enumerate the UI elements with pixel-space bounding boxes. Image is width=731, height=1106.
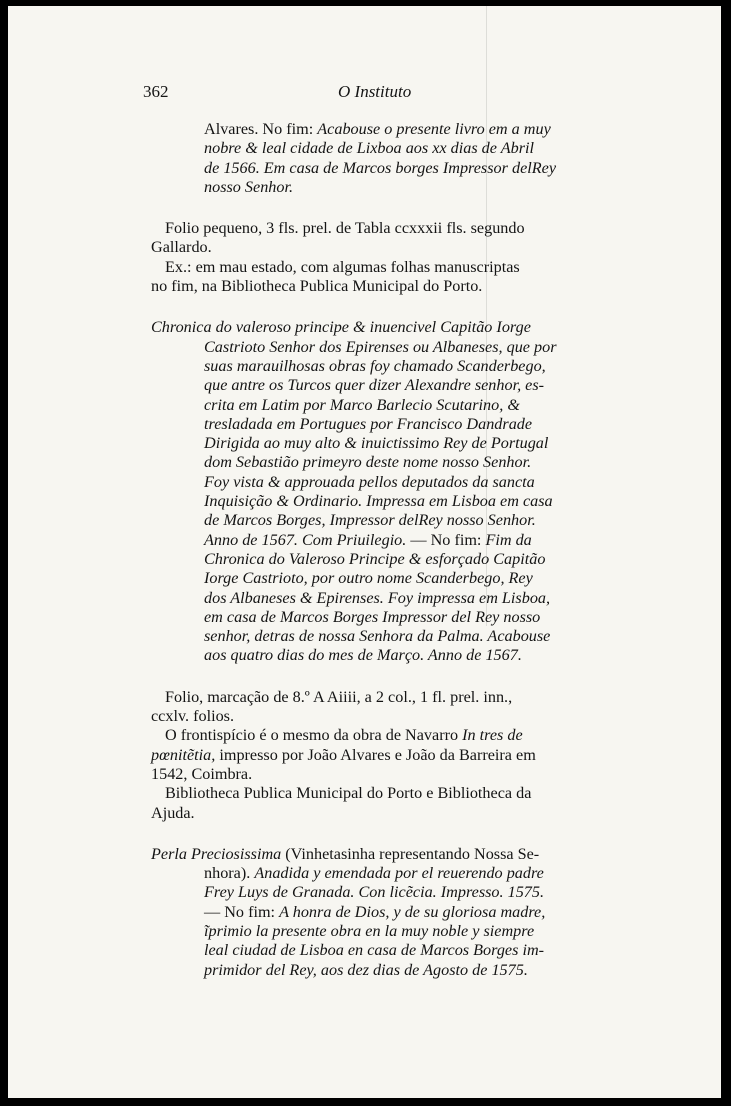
text-run-italic: Acabouse o presente livro em a muy xyxy=(317,120,551,138)
text-run: — No fim: xyxy=(204,902,280,921)
text-run-italic: Anno de 1567. Com Priuilegio. xyxy=(204,530,407,549)
text-line: Folio, marcação de 8.º A Aiiii, a 2 col., 1 fl. prel. inn., xyxy=(165,687,513,706)
text-line: Inquisição & Ordinario. Impressa em Lisboa em casa xyxy=(204,492,553,511)
text-line: ĩprimio la presente obra en la muy noble y siempre xyxy=(204,921,535,940)
text-run: impresso por João Alvares e João da Barreira em xyxy=(215,745,536,764)
text-line: Bibliotheca Publica Municipal do Porto e Bibliotheca da xyxy=(165,784,532,803)
text-line: Frey Luys de Granada. Con licẽcia. Impresso. 1575. xyxy=(204,883,545,902)
text-line: 1542, Coimbra. xyxy=(151,764,253,783)
description-note-2 xyxy=(151,688,626,823)
text-run: — No fim: xyxy=(406,530,486,549)
text-line: senhor, detras de nossa Senhora da Palma. Acabouse xyxy=(204,627,551,646)
text-line: Foy vista & approuada pellos deputados da sancta xyxy=(204,472,535,491)
text-line: tresladada em Portugues por Francisco Dandrade xyxy=(204,414,533,433)
running-title: O Instituto xyxy=(338,82,412,101)
book-page xyxy=(8,6,721,1098)
text-line: dom Sebastião primeyro deste nome nosso Senhor. xyxy=(204,453,532,472)
text-run: (Vinhetasinha representando Nossa Se- xyxy=(281,844,540,863)
text-run-italic: In tres de xyxy=(462,726,523,745)
text-line: primidor del Rey, aos dez dias de Agosto de 1575. xyxy=(204,960,528,979)
text-run-italic: A honra de Dios, y de su gloriosa madre, xyxy=(279,902,546,921)
text-run: nhora). xyxy=(204,864,255,883)
text-line: crita em Latim por Marco Barlecio Scutarino, & xyxy=(204,395,520,414)
text-line: que antre os Turcos quer dizer Alexandre senhor, es- xyxy=(204,376,545,395)
text-line: aos quatro dias do mes de Março. Anno de 1567. xyxy=(204,646,522,665)
text-run-italic: Fim da xyxy=(485,530,532,549)
text-line: Ajuda. xyxy=(151,803,195,822)
text-line: nosso Senhor. xyxy=(204,177,294,196)
colophon-continuation xyxy=(151,120,626,197)
text-line: nobre & leal cidade de Lixboa aos xx dias de Abril xyxy=(204,139,534,158)
text-line: dos Albaneses & Epirenses. Foy impressa em Lisboa, xyxy=(204,588,551,607)
text-line: em casa de Marcos Borges Impressor del Rey nosso xyxy=(204,607,541,626)
text-line: Dirigida ao muy alto & inuictissimo Rey de Portugal xyxy=(204,434,549,453)
entry-chronica xyxy=(151,318,626,665)
text-line: Iorge Castrioto, por outro nome Scanderbego, Rey xyxy=(204,569,533,588)
text-line: Chronica do Valeroso Principe & esforçado Capitão xyxy=(204,549,546,568)
text-run: O frontispício é o mesmo da obra de Navarro xyxy=(165,726,463,745)
text-line: ccxlv. folios. xyxy=(151,707,235,726)
entry-title-line: Chronica do valeroso principe & inuencivel Capitão Iorge xyxy=(151,318,531,337)
entry-title-run: Perla Preciosissima xyxy=(151,844,282,863)
text-line: Ex.: em mau estado, com algumas folhas manuscriptas xyxy=(165,257,520,276)
text-line: no fim, na Bibliotheca Publica Municipal do Porto. xyxy=(151,277,483,296)
text-line: leal ciudad de Lisboa en casa de Marcos Borges im- xyxy=(204,941,545,960)
text-line: Castrioto Senhor dos Epirenses ou Albaneses, que por xyxy=(204,337,557,356)
text-line: de Marcos Borges, Impressor delRey nosso Senhor. xyxy=(204,511,536,530)
page-header xyxy=(8,82,721,106)
page-body xyxy=(151,120,626,980)
page-number: 362 xyxy=(143,82,169,101)
text-line: de 1566. Em casa de Marcos borges Impressor delRey xyxy=(204,158,557,177)
text-run-italic: Anadida y emendada por el reuerendo padre xyxy=(254,864,544,883)
description-note xyxy=(151,219,626,296)
text-line: suas marauilhosas obras foy chamado Scanderbego, xyxy=(204,356,546,375)
entry-perla xyxy=(151,845,626,980)
text-line: Folio pequeno, 3 fls. prel. de Tabla ccxxxii fls. segundo xyxy=(165,219,525,238)
text-line: Gallardo. xyxy=(151,238,212,257)
text-run: Alvares. No fim: xyxy=(204,120,318,138)
text-run-italic: pœnitẽtia, xyxy=(151,745,216,764)
